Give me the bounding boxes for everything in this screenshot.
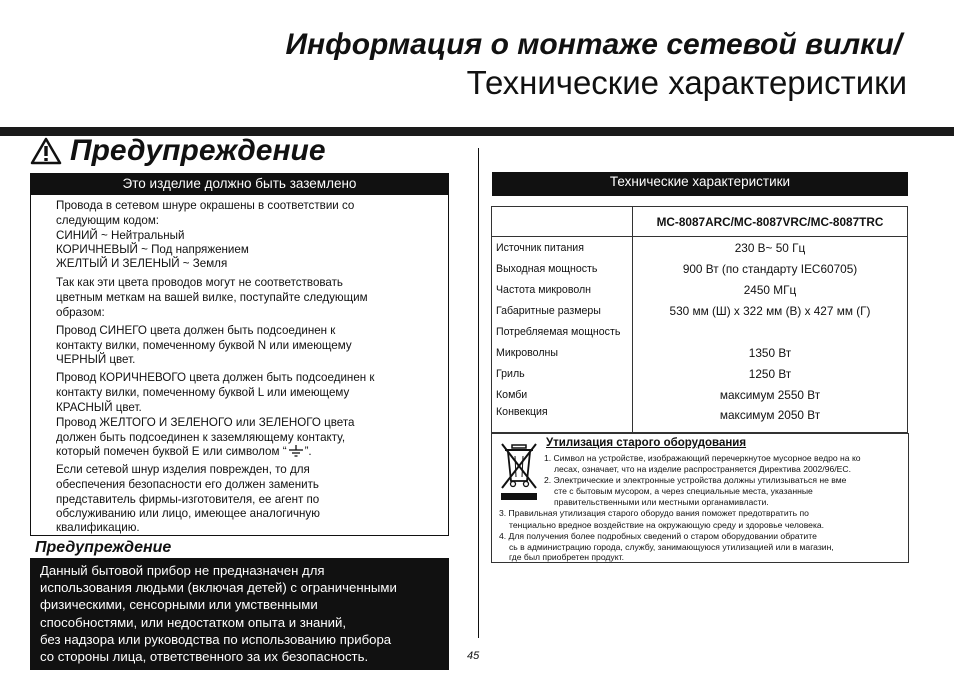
spec-value: максимум 2050 Вт bbox=[633, 405, 908, 433]
ground-line: цветным меткам на вашей вилке, поступайте следующим bbox=[56, 291, 368, 304]
weee-line: 2. Электрические и электронные устройства должны утилизываться не вме bbox=[544, 475, 847, 485]
spec-label: Частота микроволн bbox=[492, 279, 633, 300]
weee-line: 4. Для получения более подробных сведений о старом оборудовании обратите bbox=[499, 531, 817, 541]
spec-value bbox=[633, 321, 908, 342]
ground-instructions bbox=[30, 195, 449, 536]
specs-model: MC-8087ARC/MC-8087VRC/MC-8087TRC bbox=[633, 207, 908, 237]
weee-line: сь в администрацию города, службу, занимающуюся утилизацией или в магазин, bbox=[509, 542, 834, 552]
ground-line: образом: bbox=[56, 306, 105, 319]
column-divider bbox=[478, 148, 479, 638]
ground-line: квалификацию. bbox=[56, 521, 140, 534]
ground-line: контакту вилки, помеченному буквой L или имеющему bbox=[56, 386, 350, 399]
spec-label: Комби bbox=[492, 384, 633, 405]
weee-title: Утилизация старого оборудования bbox=[546, 437, 747, 449]
ground-line: представитель фирмы-изготовителя, ее агент по bbox=[56, 493, 320, 506]
spec-value: 900 Вт (по стандарту IEC60705) bbox=[633, 258, 908, 279]
spec-label: Микроволны bbox=[492, 342, 633, 363]
ground-line-symbol bbox=[56, 444, 312, 459]
ground-line: Провод СИНЕГО цвета должен быть подсоединен к bbox=[56, 324, 336, 337]
page-number: 45 bbox=[467, 650, 480, 662]
ground-bar: Это изделие должно быть заземлено bbox=[30, 173, 449, 195]
spec-value: максимум 2550 Вт bbox=[633, 384, 908, 405]
weee-line: 3. Правильная утилизация старого оборудо вания поможет предотвратить по bbox=[499, 508, 809, 518]
ground-line: СИНИЙ ~ Нейтральный bbox=[56, 229, 185, 242]
ground-symbol-icon bbox=[288, 445, 304, 457]
warning2-line: использования людьми (включая детей) с ограниченными bbox=[40, 580, 397, 595]
spec-value: 2450 МГц bbox=[633, 279, 908, 300]
ground-line: контакту вилки, помеченному буквой N или имеющему bbox=[56, 339, 352, 352]
ground-line: Провода в сетевом шнуре окрашены в соответствии со bbox=[56, 199, 355, 212]
spec-label: Конвекция bbox=[492, 405, 633, 433]
ground-line: должен быть подсоединен к заземляющему контакту, bbox=[56, 431, 346, 444]
ground-line: Провод ЖЕЛТОГО И ЗЕЛЕНОГО или ЗЕЛЕНОГО цвета bbox=[56, 416, 355, 429]
warning-heading-text: Предупреждение bbox=[70, 134, 326, 167]
ground-line: КОРИЧНЕВЫЙ ~ Под напряжением bbox=[56, 243, 249, 256]
spec-label: Габаритные размеры bbox=[492, 300, 633, 321]
ground-line: обеспечения безопасности его должен заменить bbox=[56, 478, 319, 491]
spec-label: Источник питания bbox=[492, 237, 633, 259]
weee-line: правительственными или местными органамивласти. bbox=[554, 497, 769, 507]
weee-notice bbox=[491, 433, 909, 563]
spec-value: 230 В~ 50 Гц bbox=[633, 237, 908, 259]
spec-value: 530 мм (Ш) х 322 мм (В) х 427 мм (Г) bbox=[633, 300, 908, 321]
ground-line: КРАСНЫЙ цвет. bbox=[56, 401, 142, 414]
warning2-box bbox=[30, 558, 449, 670]
spec-value: 1250 Вт bbox=[633, 363, 908, 384]
ground-line-text: который помечен буквой E или символом “ bbox=[56, 445, 287, 458]
ground-line-end: ”. bbox=[304, 445, 312, 458]
ground-line: Провод КОРИЧНЕВОГО цвета должен быть подсоединен к bbox=[56, 371, 375, 384]
spec-label: Потребляемая мощность bbox=[492, 321, 633, 342]
weee-line: тенциально вредное воздействие на окружающую среду и здоровье человека. bbox=[509, 520, 825, 530]
spec-label: Гриль bbox=[492, 363, 633, 384]
warning-icon bbox=[30, 137, 62, 165]
ground-line: следующим кодом: bbox=[56, 214, 160, 227]
ground-line: ЧЕРНЫЙ цвет. bbox=[56, 353, 136, 366]
warning2-line: способностями, или недостатком опыта и знаний, bbox=[40, 615, 347, 630]
specs-corner-cell bbox=[492, 207, 633, 237]
ground-line: обслуживанию или лицо, имеющее аналогичную bbox=[56, 507, 320, 520]
weee-bar bbox=[501, 493, 537, 500]
weee-line: 1. Символ на устройстве, изображающий перечеркнутое мусорное ведро на ко bbox=[544, 453, 861, 463]
specs-bar: Технические характеристики bbox=[492, 172, 908, 196]
specs-table bbox=[491, 206, 908, 433]
crossed-bin-icon bbox=[499, 441, 539, 491]
warning2-line: без надзора или руководства по использованию прибора bbox=[40, 632, 392, 647]
page-subtitle: Технические характеристики bbox=[466, 64, 907, 101]
warning2-heading: Предупреждение bbox=[35, 539, 172, 556]
ground-line: ЖЕЛТЫЙ И ЗЕЛЕНЫЙ ~ Земля bbox=[56, 257, 228, 270]
warning2-line: Данный бытовой прибор не предназначен для bbox=[40, 563, 325, 578]
weee-line: сте с бытовым мусором, а через специальные места, указанные bbox=[554, 486, 813, 496]
ground-line: Так как эти цвета проводов могут не соответствовать bbox=[56, 276, 343, 289]
weee-line: где был приобретен продукт. bbox=[509, 552, 624, 562]
spec-label: Выходная мощность bbox=[492, 258, 633, 279]
page-title: Информация о монтаже сетевой вилки/ bbox=[285, 28, 902, 61]
warning2-line: физическими, сенсорными или умственными bbox=[40, 597, 318, 612]
weee-line: лесах, означает, что на изделие распространяется Директива 2002/96/ЕС. bbox=[554, 464, 851, 474]
warning-heading bbox=[30, 134, 326, 168]
warning2-line: со стороны лица, ответственного за их безопасность. bbox=[40, 649, 369, 664]
ground-line: Если сетевой шнур изделия поврежден, то для bbox=[56, 463, 310, 476]
spec-value: 1350 Вт bbox=[633, 342, 908, 363]
